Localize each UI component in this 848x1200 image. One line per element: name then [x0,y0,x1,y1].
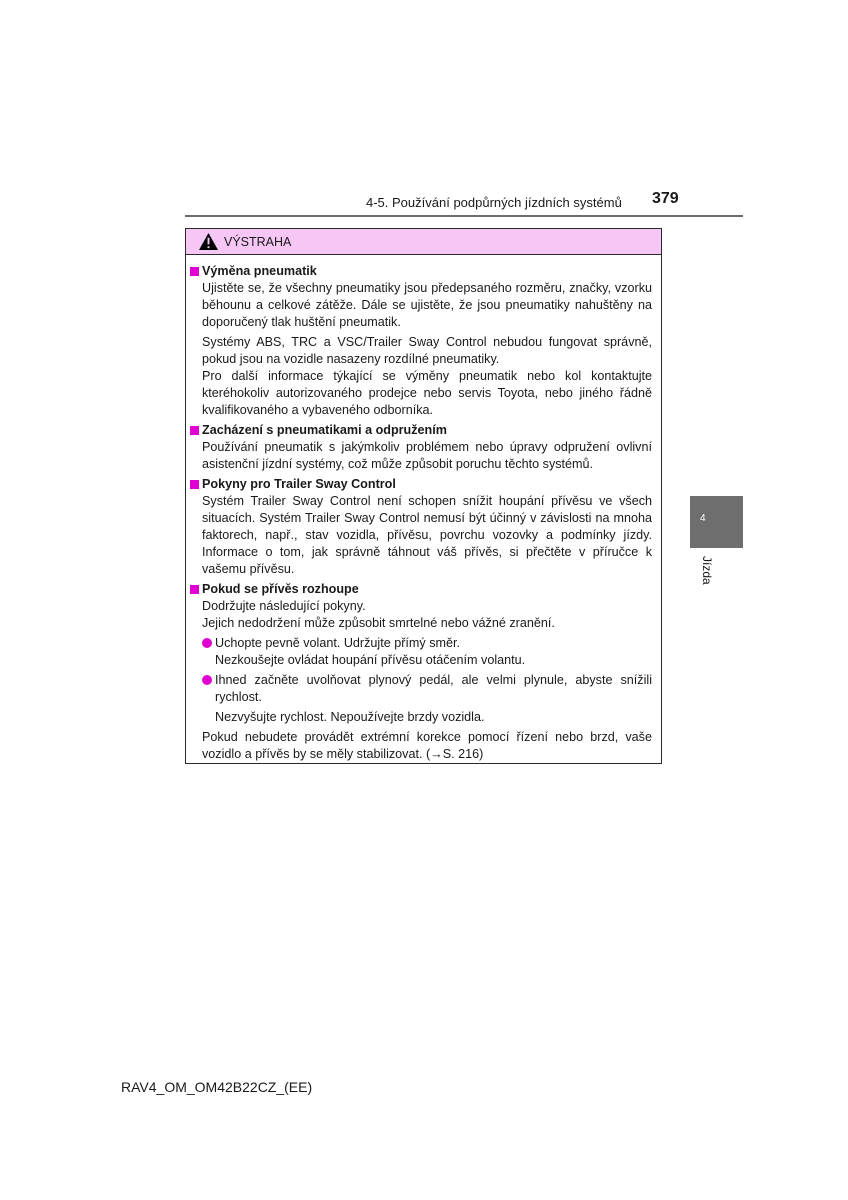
bullet-text: Ihned začněte uvolňovat plynový pedál, ale velmi plynule, abyste snížili rychlost. [215,673,652,704]
paragraph: Pro další informace týkající se výměny pneumatik nebo kol kontaktujte kteréhokoliv autorizovaného prodejce nebo servis Toyota, nebo jiného řádně kvalifikovaného a vybaveného odborníka. [202,369,652,417]
warning-title: VÝSTRAHA [224,234,292,249]
chapter-tab[interactable] [690,496,743,548]
chapter-number: 4 [700,513,706,524]
chapter-label: Jízda [700,556,714,585]
warning-triangle-icon [198,232,219,251]
header-rule [185,215,743,217]
paragraph: Používání pneumatik s jakýmkoliv problémem nebo úpravy odpružení ovlivní asistenční jízdní systémy, což může způsobit poruchu těchto systémů. [202,440,652,471]
square-bullet-icon [190,585,199,594]
square-bullet-icon [190,267,199,276]
paragraph: Dodržujte následující pokyny. [202,599,366,613]
bullet-text: Uchopte pevně volant. Udržujte přímý směr. [215,636,460,650]
square-bullet-icon [190,480,199,489]
section-title: Pokud se přívěs rozhoupe [190,581,652,598]
page-number: 379 [652,190,679,207]
warning-content [186,255,661,763]
section-header-title: 4-5. Používání podpůrných jízdních systémů [366,195,622,210]
warning-header [186,229,661,255]
section-title: Pokyny pro Trailer Sway Control [190,476,652,493]
warning-box [185,228,662,764]
paragraph: Systém Trailer Sway Control není schopen snížit houpání přívěsu ve všech situacích. Systém Trailer Sway Control nemusí být účinný v závislosti na mnoha faktorech, např., stav vozidla, přívěsu, povrchu vozovky a podmínky jízdy. Informace o tom, jak správně táhnout váš přívěs, si přečtěte v příručce k vašemu přívěsu. [202,494,652,576]
square-bullet-icon [190,426,199,435]
bullet-subtext: Nezkoušejte ovládat houpání přívěsu otáčením volantu. [215,653,526,667]
circle-bullet-icon [202,638,212,648]
circle-bullet-icon [202,675,212,685]
paragraph: Jejich nedodržení může způsobit smrtelné nebo vážné zranění. [202,616,555,630]
paragraph: Systémy ABS, TRC a VSC/Trailer Sway Control nebudou fungovat správně, pokud jsou na vozidle nasazeny rozdílné pneumatiky. [202,335,652,366]
list-item [202,672,652,706]
paragraph: Ujistěte se, že všechny pneumatiky jsou předepsaného rozměru, značky, vzorku běhounu a celkové zátěže. Dále se ujistěte, že jsou pneumatiky nahuštěny na doporučený tlak huštění pneumatik. [202,281,652,329]
document-code: RAV4_OM_OM42B22CZ_(EE) [121,1079,313,1095]
section-title: Zacházení s pneumatikami a odpružením [190,422,652,439]
section-title: Výměna pneumatik [190,263,652,280]
paragraph: Pokud nebudete provádět extrémní korekce pomocí řízení nebo brzd, vaše vozidlo a přívěs by se měly stabilizovat. (→S. 216) [202,730,652,761]
list-item [202,635,652,652]
bullet-subtext: Nezvyšujte rychlost. Nepoužívejte brzdy vozidla. [215,710,485,724]
